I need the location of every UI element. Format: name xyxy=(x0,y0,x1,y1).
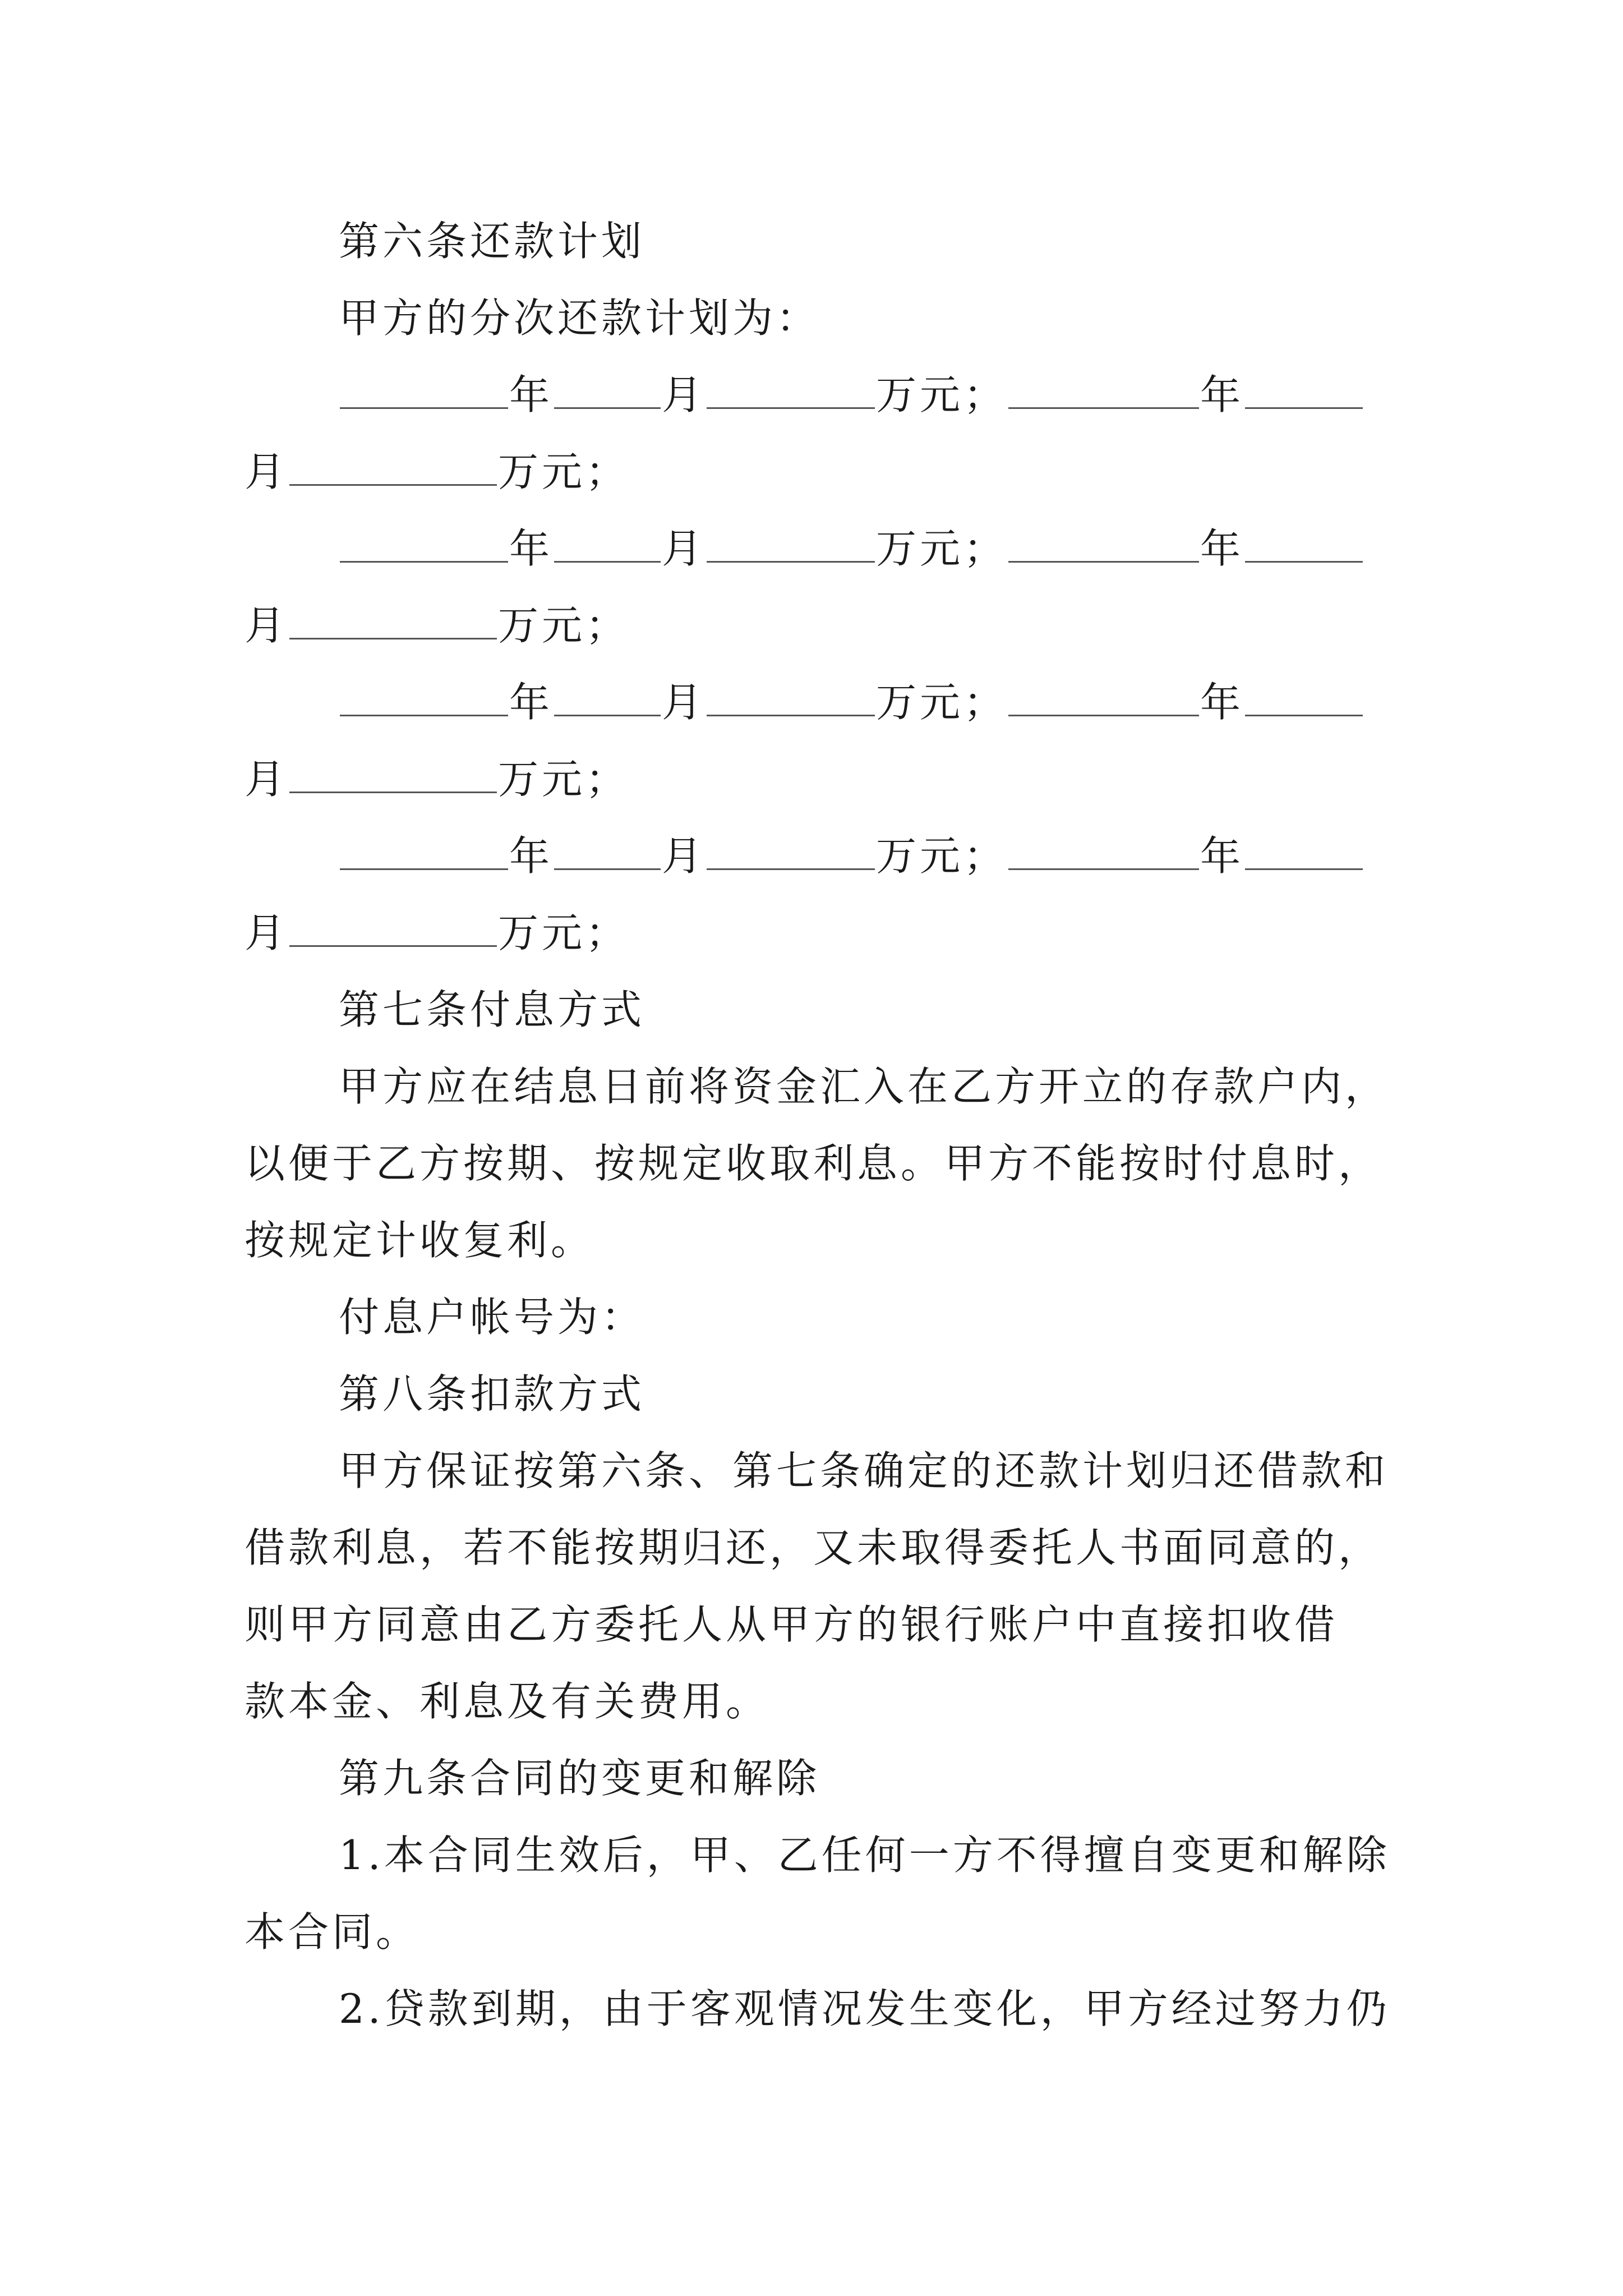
month-blank[interactable] xyxy=(554,711,661,716)
article-6-intro: 甲方的分次还款计划为： xyxy=(339,295,820,342)
year-label: 年 xyxy=(509,371,554,418)
article-7-title: 第七条付息方式 xyxy=(339,986,645,1033)
amount-blank[interactable] xyxy=(707,404,875,409)
month-label: 月 xyxy=(662,832,706,880)
year-label: 年 xyxy=(1200,679,1244,726)
schedule-row-3 xyxy=(339,674,1364,730)
schedule-row-3-cont xyxy=(245,751,629,807)
article-9-title: 第九条合同的变更和解除 xyxy=(339,1755,820,1802)
article-8-paragraph-line: 款本金、利息及有关费用。 xyxy=(245,1678,770,1725)
month-label: 月 xyxy=(662,371,706,418)
amount-blank[interactable] xyxy=(289,942,497,947)
month-label: 月 xyxy=(245,756,289,803)
year-blank[interactable] xyxy=(340,404,508,409)
year-blank[interactable] xyxy=(340,865,508,870)
year-label: 年 xyxy=(509,525,554,572)
amount-unit-label: 万元； xyxy=(498,909,630,956)
amount-blank[interactable] xyxy=(707,558,875,563)
month-label: 月 xyxy=(662,679,706,726)
amount-blank[interactable] xyxy=(289,788,497,793)
interest-account-label: 付息户帐号为： xyxy=(339,1294,645,1341)
month-label: 月 xyxy=(662,525,706,572)
month-blank[interactable] xyxy=(554,404,661,409)
article-7-paragraph-line: 以便于乙方按期、按规定收取利息。甲方不能按时付息时， xyxy=(245,1140,1382,1187)
amount-unit-label: 万元； xyxy=(498,602,630,649)
article-6-title: 第六条还款计划 xyxy=(339,218,645,265)
article-7-paragraph-line: 甲方应在结息日前将资金汇入在乙方开立的存款户内， xyxy=(339,1063,1389,1110)
article-9-item-2-line: 2.贷款到期，由于客观情况发生变化，甲方经过努力仍 xyxy=(339,1985,1390,2032)
month-blank[interactable] xyxy=(1245,558,1363,563)
article-8-paragraph-line: 则甲方同意由乙方委托人从甲方的银行账户中直接扣收借 xyxy=(245,1601,1339,1648)
amount-unit-label: 万元； xyxy=(498,448,630,495)
schedule-row-2-cont xyxy=(245,597,629,654)
schedule-row-4 xyxy=(339,828,1364,884)
article-9-item-1-line: 1.本合同生效后，甲、乙任何一方不得擅自变更和解除 xyxy=(339,1832,1390,1879)
schedule-row-1 xyxy=(339,367,1364,423)
amount-unit-label: 万元； xyxy=(876,832,1008,880)
year-blank[interactable] xyxy=(340,558,508,563)
article-8-paragraph-line: 甲方保证按第六条、第七条确定的还款计划归还借款和 xyxy=(339,1447,1389,1494)
article-8-title: 第八条扣款方式 xyxy=(339,1370,645,1418)
article-8-paragraph-line: 借款利息，若不能按期归还，又未取得委托人书面同意的， xyxy=(245,1524,1382,1571)
year-label: 年 xyxy=(509,832,554,880)
month-blank[interactable] xyxy=(1245,404,1363,409)
month-blank[interactable] xyxy=(1245,711,1363,716)
year-blank[interactable] xyxy=(1008,865,1199,870)
schedule-row-2 xyxy=(339,521,1364,577)
month-label: 月 xyxy=(245,602,289,649)
article-9-item-1-line: 本合同。 xyxy=(245,1908,420,1955)
year-label: 年 xyxy=(509,679,554,726)
year-label: 年 xyxy=(1200,525,1244,572)
amount-blank[interactable] xyxy=(289,481,497,486)
article-7-paragraph-line: 按规定计收复利。 xyxy=(245,1217,595,1264)
schedule-row-1-cont xyxy=(245,444,629,500)
amount-unit-label: 万元； xyxy=(876,371,1008,418)
schedule-row-4-cont xyxy=(245,905,629,961)
month-label: 月 xyxy=(245,448,289,495)
amount-blank[interactable] xyxy=(289,634,497,639)
amount-unit-label: 万元； xyxy=(876,679,1008,726)
month-label: 月 xyxy=(245,909,289,956)
amount-blank[interactable] xyxy=(707,711,875,716)
month-blank[interactable] xyxy=(554,865,661,870)
amount-unit-label: 万元； xyxy=(876,525,1008,572)
year-label: 年 xyxy=(1200,371,1244,418)
amount-unit-label: 万元； xyxy=(498,756,630,803)
year-label: 年 xyxy=(1200,832,1244,880)
year-blank[interactable] xyxy=(1008,711,1199,716)
amount-blank[interactable] xyxy=(707,865,875,870)
year-blank[interactable] xyxy=(340,711,508,716)
month-blank[interactable] xyxy=(554,558,661,563)
year-blank[interactable] xyxy=(1008,404,1199,409)
month-blank[interactable] xyxy=(1245,865,1363,870)
year-blank[interactable] xyxy=(1008,558,1199,563)
